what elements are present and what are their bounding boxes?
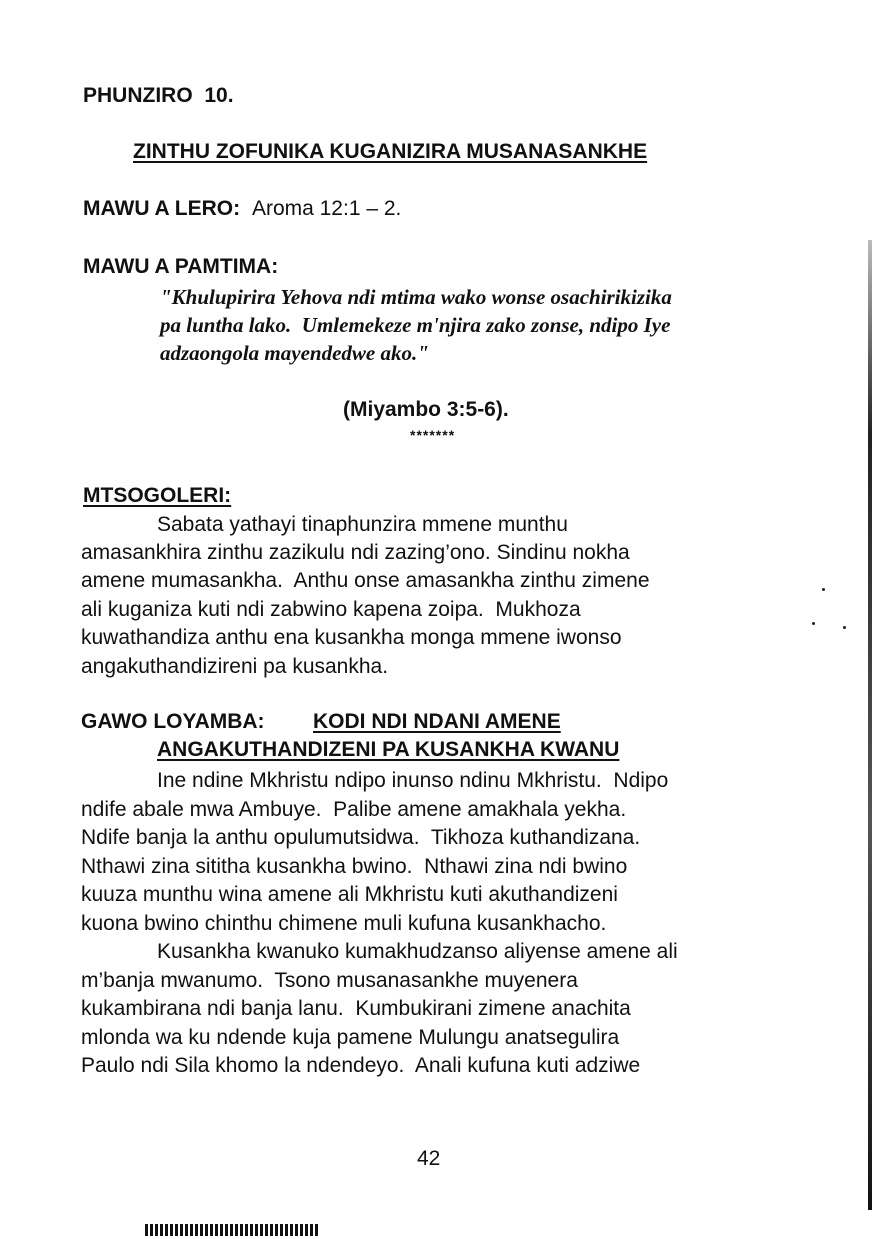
scan-speck [822, 588, 825, 591]
page-title: ZINTHU ZOFUNIKA KUGANIZIRA MUSANASANKHE [133, 140, 648, 163]
mawu-a-pamtima-label: MAWU A PAMTIMA: [83, 255, 279, 278]
paragraph-line: Sabata yathayi tinaphunzira mmene munthu [157, 513, 568, 536]
mawu-a-lero-value: Aroma 12:1 – 2. [251, 197, 402, 220]
paragraph-line: Ndife banja la anthu opulumutsidwa. Tikhoza kuthandizana. [81, 826, 641, 849]
gawo-loyamba-title-line-2: ANGAKUTHANDIZENI PA KUSANKHA KWANU [157, 738, 620, 761]
memory-verse-line-1: "Khulupirira Yehova ndi mtima wako wonse osachirikizika [160, 285, 672, 309]
mawu-a-lero-label: MAWU A LERO: [83, 197, 241, 220]
paragraph-line: Paulo ndi Sila khomo la ndendeyo. Anali kufuna kuti adziwe [81, 1054, 641, 1077]
paragraph-line: Nthawi zina sititha kusankha bwino. Nthawi zina ndi bwino [81, 855, 628, 878]
scan-footer-marks [145, 1224, 320, 1236]
separator-stars: ******* [410, 427, 456, 443]
paragraph-line: Kusankha kwanuko kumakhudzanso aliyense amene ali [157, 940, 678, 963]
paragraph-line: angakuthandizireni pa kusankha. [81, 655, 389, 678]
paragraph-line: kuuza munthu wina amene ali Mkhristu kuti akuthandizeni [81, 883, 618, 906]
paragraph-line: kukambirana ndi banja lanu. Kumbukirani zimene anachita [81, 997, 631, 1020]
paragraph-line: kuwathandiza anthu ena kusankha monga mmene iwonso [81, 626, 622, 649]
memory-verse-line-3: adzaongola mayendedwe ako." [160, 341, 429, 365]
lesson-label: PHUNZIRO 10. [83, 84, 234, 107]
mawu-a-lero [83, 197, 401, 221]
gawo-loyamba-label: GAWO LOYAMBA: [81, 710, 265, 733]
paragraph-line: amasankhira zinthu zazikulu ndi zazing’ono. Sindinu nokha [81, 541, 630, 564]
paragraph-line: Ine ndine Mkhristu ndipo inunso ndinu Mkhristu. Ndipo [157, 769, 669, 792]
paragraph-line: mlonda wa ku ndende kuja pamene Mulungu anatsegulira [81, 1026, 620, 1049]
gawo-loyamba-title-line-1: KODI NDI NDANI AMENE [313, 710, 561, 733]
paragraph-line: m’banja mwanumo. Tsono musanasankhe muyenera [81, 969, 578, 992]
page-number: 42 [417, 1147, 441, 1170]
scan-speck [812, 622, 815, 625]
memory-verse-reference: (Miyambo 3:5-6). [343, 398, 509, 421]
scan-speck [843, 626, 846, 629]
paragraph-line: kuona bwino chinthu chimene muli kufuna kusankhacho. [81, 912, 607, 935]
paragraph-line: amene mumasankha. Anthu onse amasankha zinthu zimene [81, 569, 650, 592]
paragraph-line: ndife abale mwa Ambuye. Palibe amene amakhala yekha. [81, 798, 627, 821]
paragraph-line: ali kuganiza kuti ndi zabwino kapena zoipa. Mukhoza [81, 598, 581, 621]
scan-edge-shadow [868, 240, 872, 1210]
memory-verse-line-2: pa luntha lako. Umlemekeze m'njira zako zonse, ndipo Iye [160, 313, 671, 337]
mtsogoleri-heading: MTSOGOLERI: [83, 484, 232, 507]
